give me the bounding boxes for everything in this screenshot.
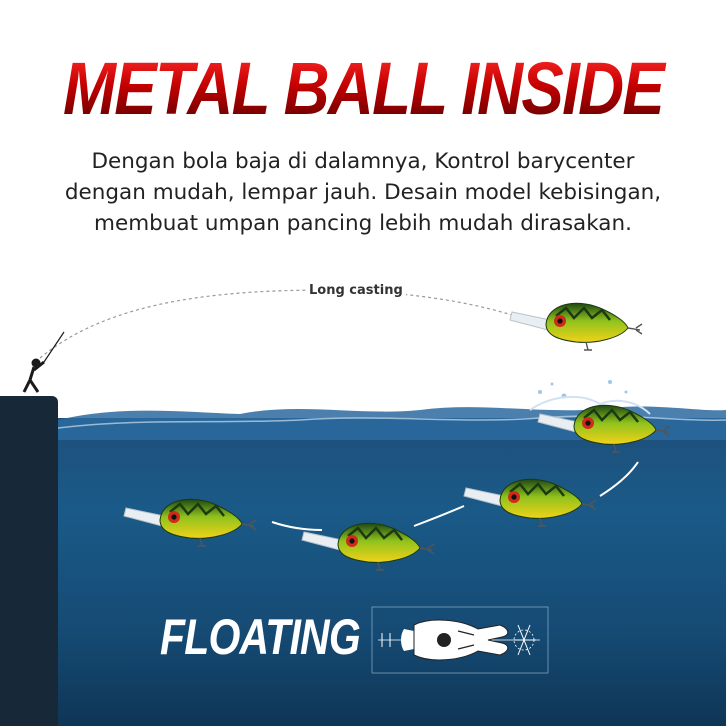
- long-casting-label: Long casting: [306, 283, 406, 298]
- description-line-1: Dengan bola baja di dalamnya, Kontrol barycenter: [91, 149, 635, 174]
- weight-ball-diagram: [370, 605, 550, 675]
- lure-deep-right: [464, 479, 596, 526]
- lure-deep-left: [124, 499, 256, 546]
- headline: METAL BALL INSIDE: [51, 52, 675, 126]
- description-line-3: membuat umpan pancing lebih mudah dirasakan.: [94, 211, 632, 236]
- description-line-2: dengan mudah, lempar jauh. Desain model kebisingan,: [64, 180, 662, 205]
- lure-trajectory: [272, 462, 638, 530]
- cliff: [0, 396, 58, 726]
- floating-label: FLOATING: [160, 609, 360, 665]
- casting-line: [40, 290, 528, 358]
- fisherman: [24, 332, 64, 392]
- lure-airborne: [510, 303, 642, 350]
